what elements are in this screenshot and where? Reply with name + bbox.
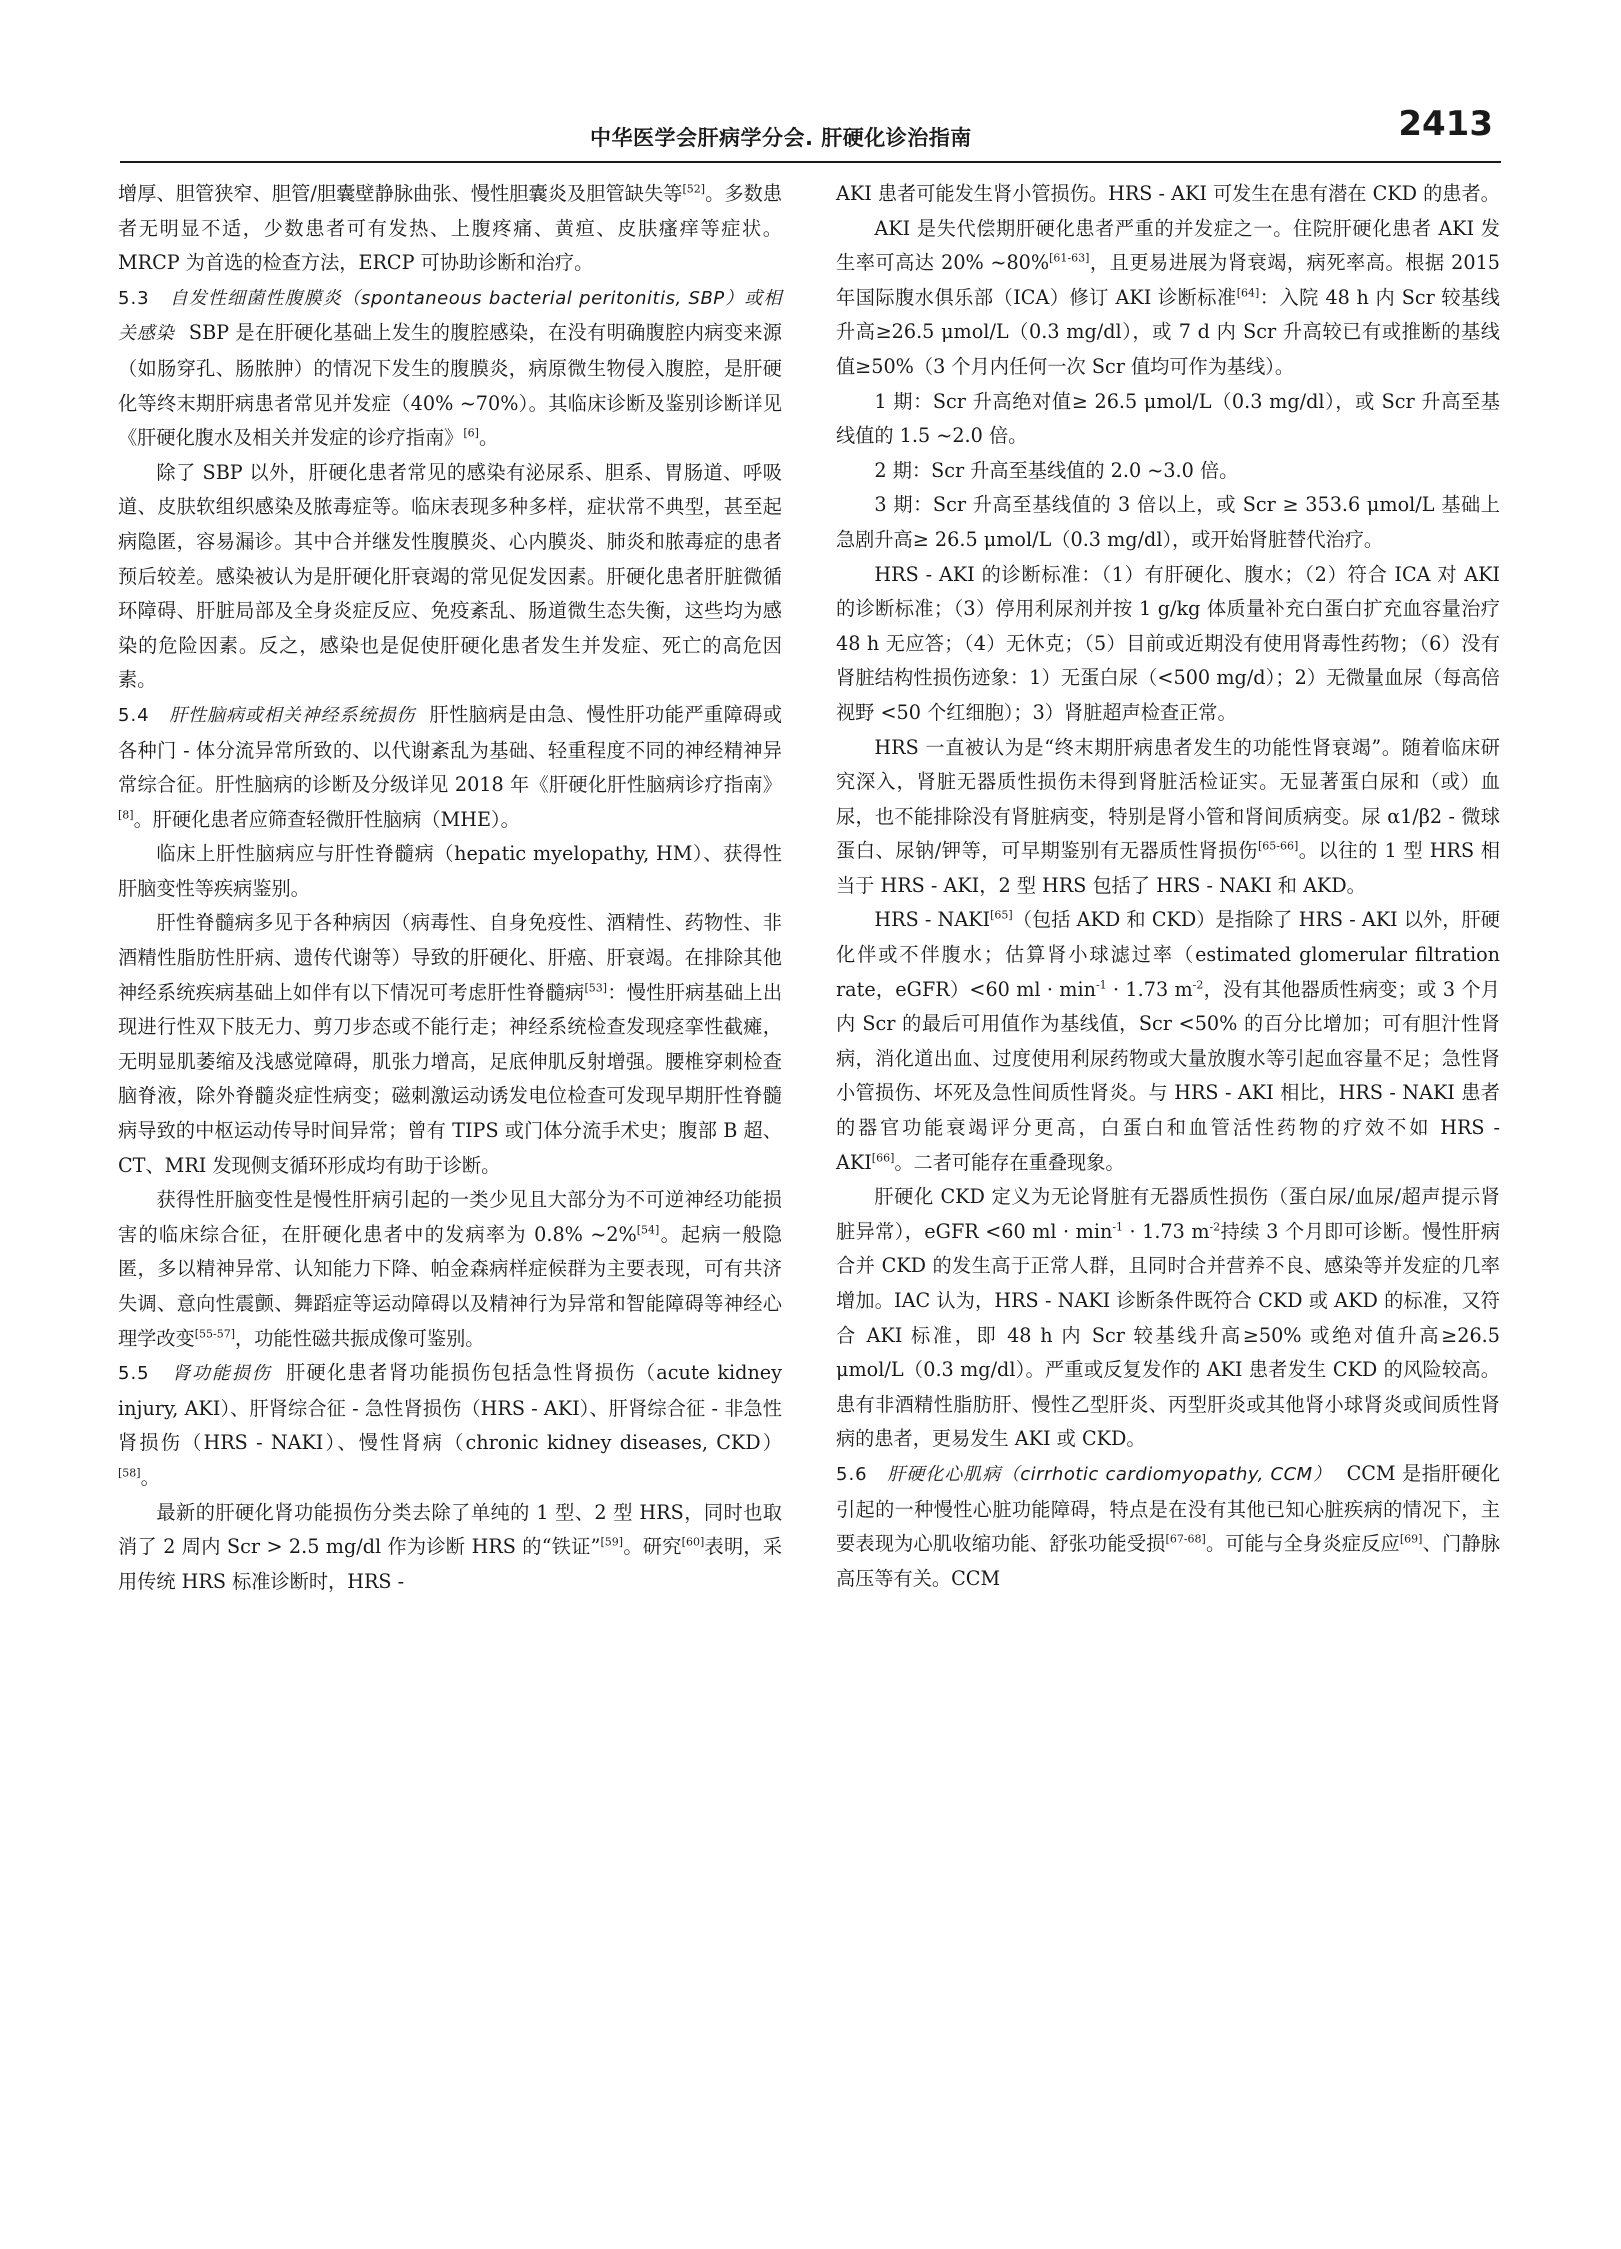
text-run: 。 (140, 1465, 160, 1489)
text-run: · 1.73 m (1123, 1219, 1210, 1243)
paragraph (836, 731, 1500, 904)
citation: [61-63] (1049, 251, 1090, 265)
text-run: 肝硬化 CKD 定义为无论肾脏有无器质性损伤（蛋白尿/血尿/超声提示肾脏异常），eGFR <60 ml · min (836, 1185, 1500, 1243)
citation: [6] (463, 426, 479, 440)
citation: [58] (118, 1466, 141, 1480)
section-heading: 肝性脑病或相关神经系统损伤 (169, 704, 416, 726)
section-number: 5.3 (118, 287, 150, 309)
text-run: 。起病一般隐匿，多以精神异常、认知能力下降、帕金森病样症候群为主要表现，可有共济失调、意向性震颤、舞蹈症等运动障碍以及精神行为异常和智能障碍等神经心理学改变 (118, 1222, 782, 1350)
exponent: -1 (1095, 978, 1107, 992)
paragraph (836, 903, 1500, 1180)
section-5-3 (118, 281, 782, 456)
text-run: 。二者可能存在重叠现象。 (894, 1150, 1125, 1174)
citation: [66] (871, 1151, 895, 1165)
text-run: 。 (478, 426, 499, 450)
citation: [8] (118, 808, 134, 822)
paragraph (118, 1183, 782, 1356)
text-run: CCM 是指肝硬化引起的一种慢性心脏功能障碍，特点是在没有其他已知心脏疾病的情况下，主要表现为心肌收缩功能、舒张功能受损 (836, 1461, 1500, 1556)
paragraph (118, 1496, 782, 1600)
citation: [67-68] (1165, 1532, 1206, 1546)
paragraph: AKI 患者可能发生肾小管损伤。HRS - AKI 可发生在患有潜在 CKD 的患者。 (836, 182, 1500, 205)
citation: [69] (1399, 1532, 1423, 1546)
citation: [60] (681, 1535, 705, 1549)
text-run: 。肝硬化患者应筛查轻微肝性脑病（MHE）。 (133, 807, 520, 831)
section-number: 5.5 (118, 1363, 150, 1385)
text-run: 肝硬化患者肾功能损伤包括急性肾损伤（acute kidney injury, AKI）、肝肾综合征 - 急性肾损伤（HRS - AKI）、肝肾综合征 - 非急性肾损伤（HRS - NAKI）、慢性肾病（chronic kidney diseases, CKD） (118, 1361, 783, 1455)
text-run: 肝性脊髓病多见于各种病因（病毒性、自身免疫性、酒精性、药物性、非酒精性脂肪性肝病、遗传代谢等）导致的肝硬化、肝癌、肝衰竭。在排除其他神经系统疾病基础上如伴有以下情况可考虑肝性脊髓病 (118, 911, 782, 1004)
paragraph: 除了 SBP 以外，肝硬化患者常见的感染有泌尿系、胆系、胃肠道、呼吸道、皮肤软组织感染及脓毒症等。临床表现多种多样，症状常不典型，甚至起病隐匿，容易漏诊。其中合并继发性腹膜炎、心内膜炎、肺炎和脓毒症的患者预后较差。感染被认为是肝硬化肝衰竭的常见促发因素。肝硬化患者肝脏微循环障碍、肝脏局部及全身炎症反应、免疫紊乱、肠道微生态失衡，这些均为感染的危险因素。反之，感染也是促使肝硬化患者发生并发症、死亡的高危因素。 (118, 460, 782, 692)
citation: [54] (636, 1223, 660, 1237)
paragraph (118, 906, 782, 1183)
paragraph: 临床上肝性脑病应与肝性脊髓病（hepatic myelopathy, HM）、获得性肝脑变性等疾病鉴别。 (118, 842, 782, 900)
citation: [55-57] (194, 1327, 236, 1341)
text-run: ，功能性磁共振成像可鉴别。 (235, 1326, 485, 1350)
section-heading: 肝硬化心肌病（cirrhotic cardiomyopathy, CCM） (887, 1463, 1333, 1485)
section-5-4 (118, 698, 782, 837)
text-run: 。研究 (623, 1535, 682, 1559)
exponent: -2 (1209, 1220, 1221, 1234)
text-run: ：慢性肝病基础上出现进行性双下肢无力、剪刀步态或不能行走；神经系统检查发现痉挛性截瘫，无明显肌萎缩及浅感觉障碍，肌张力增高，足底伸肌反射增强。腰椎穿刺检查脑脊液，除外脊髓炎症性病变；磁刺激运动诱发电位检查可发现早期肝性脊髓病导致的中枢运动传导时间异常；曾有 TIPS 或门体分流手术史；腹部 B 超、CT、MRI 发现侧支循环形成均有助于诊断。 (118, 980, 783, 1177)
page-header (120, 104, 1501, 164)
exponent: -2 (1192, 978, 1204, 992)
citation: [64] (1236, 286, 1260, 300)
text-run: 、门静脉高压等有关。CCM (836, 1532, 1501, 1590)
citation: [53] (584, 981, 608, 995)
text-run: 。以往的 1 型 HRS 相当于 HRS - AKI，2 型 HRS 包括了 HRS - NAKI 和 AKD。 (836, 839, 1500, 897)
text-run: HRS - NAKI (874, 908, 991, 932)
exponent: -1 (1112, 1220, 1124, 1234)
text-run: （包括 AKD 和 CKD）是指除了 HRS - AKI 以外，肝硬化伴或不伴腹水；估算肾小球滤过率（estimated glomerular filtration rate，eGFR）<60 ml · min (836, 908, 1500, 1001)
section-5-5 (118, 1356, 782, 1495)
citation: [65] (990, 909, 1013, 923)
citation: [59] (600, 1535, 624, 1549)
section-number: 5.6 (836, 1463, 868, 1485)
section-heading: 肾功能损伤 (172, 1363, 272, 1385)
text-run: ，且更易进展为肾衰竭，病死率高。根据 2015 年国际腹水俱乐部（ICA）修订 AKI 诊断标准 (836, 251, 1500, 309)
text-run: 表明，采用传统 HRS 标准诊断时，HRS - (118, 1535, 783, 1593)
section-heading: 自发性细菌性腹膜炎（spontaneous bacterial peritonitis, SBP）或相关感染 (118, 287, 782, 345)
text-run: 。多数患者无明显不适，少数患者可有发热、上腹疼痛、黄疸、皮肤瘙痒等症状。MRCP 为首选的检查方法，ERCP 可协助诊断和治疗。 (118, 182, 783, 275)
paragraph: HRS - AKI 的诊断标准：（1）有肝硬化、腹水；（2）符合 ICA 对 AKI 的诊断标准；（3）停用利尿剂并按 1 g/kg 体质量补充白蛋白扩充血容量治疗 48 h 无应答；（4）无休克；（5）目前或近期没有使用肾毒性药物；（6）没有肾脏结构性损伤迹象：1）无蛋白尿（<500 mg/d）；2）无微量血尿（每高倍视野 <50 个红细胞）；3）肾脏超声检查正常。 (836, 562, 1500, 724)
stage-2: 2 期：Scr 升高至基线值的 2.0 ~3.0 倍。 (874, 458, 1239, 482)
page-number: 2413 (1398, 104, 1493, 144)
paragraph (118, 177, 782, 281)
text-run: ，没有其他器质性病变；或 3 个月内 Scr 的最后可用值作为基线值，Scr <50% 的百分比增加；可有胆汁性肾病，消化道出血、过度使用利尿药物或大量放腹水等引起血容量不足；急性肾小管损伤、坏死及急性间质性肾炎。与 HRS - AKI 相比，HRS - NAKI 患者的器官功能衰竭评分更高，白蛋白和血管活性药物的疗效不如 HRS - AKI (836, 977, 1500, 1174)
stage-3: 3 期：Scr 升高至基线值的 3 倍以上，或 Scr ≥ 353.6 μmol/L 基础上急剧升高≥ 26.5 μmol/L（0.3 mg/dl），或开始肾脏替代治疗。 (836, 493, 1500, 551)
paragraph (836, 212, 1500, 385)
citation: [52] (682, 182, 706, 196)
text-run: 肝性脑病是由急、慢性肝功能严重障碍或各种门 - 体分流异常所致的、以代谢紊乱为基础、轻重程度不同的神经精神异常综合征。肝性脑病的诊断及分级详见 2018 年《肝硬化肝性脑病诊疗指南》 (118, 702, 783, 797)
section-5-6 (836, 1457, 1500, 1596)
text-run: AKI 是失代偿期肝硬化患者严重的并发症之一。住院肝硬化患者 AKI 发生率可高达 20% ~80% (836, 216, 1500, 275)
text-run: 增厚、胆管狭窄、胆管/胆囊壁静脉曲张、慢性胆囊炎及胆管缺失等 (118, 182, 683, 205)
text-run: · 1.73 m (1106, 977, 1193, 1001)
header-rule (120, 161, 1501, 163)
left-column (118, 177, 782, 1599)
paragraph (836, 1180, 1500, 1457)
stage-1: 1 期：Scr 升高绝对值≥ 26.5 μmol/L（0.3 mg/dl），或 Scr 升高至基线值的 1.5 ~2.0 倍。 (836, 389, 1500, 448)
running-title: 中华医学会肝病学分会. 肝硬化诊治指南 (590, 126, 972, 150)
right-column (836, 177, 1500, 1596)
text-run: 获得性肝脑变性是慢性肝病引起的一类少见且大部分为不可逆神经功能损害的临床综合征，在肝硬化患者中的发病率为 0.8% ~2% (118, 1188, 782, 1246)
text-run: 。可能与全身炎症反应 (1205, 1532, 1400, 1556)
citation: [65-66] (1257, 839, 1299, 853)
text-run: 持续 3 个月即可诊断。慢性肝病合并 CKD 的发生高于正常人群，且同时合并营养不良、感染等并发症的几率增加。IAC 认为，HRS - NAKI 诊断条件既符合 CKD 或 AKD 的标准，又符合 AKI 标准，即 48 h 内 Scr 较基线升高≥50% 或绝对值升高≥26.5 μmol/L（0.3 mg/dl）。严重或反复发作的 AKI 患者发生 CKD 的风险较高。患有非酒精性脂肪肝、慢性乙型肝炎、丙型肝炎或其他肾小球肾炎或间质性肾病的患者，更易发生 AKI 或 CKD。 (836, 1219, 1500, 1451)
section-number: 5.4 (118, 704, 150, 726)
text-run: HRS 一直被认为是“终末期肝病患者发生的功能性肾衰竭”。随着临床研究深入，肾脏无器质性损伤未得到肾脏活检证实。无显著蛋白尿和（或）血尿，也不能排除没有肾脏病变，特别是肾小管和肾间质病变。尿 α1/β2 - 微球蛋白、尿钠/钾等，可早期鉴别有无器质性肾损伤 (836, 735, 1500, 863)
text-run: 最新的肝硬化肾功能损伤分类去除了单纯的 1 型、2 型 HRS，同时也取消了 2 周内 Scr > 2.5 mg/dl 作为诊断 HRS 的“铁证” (118, 1500, 782, 1559)
text-run: ：入院 48 h 内 Scr 较基线升高≥26.5 μmol/L（0.3 mg/dl），或 7 d 内 Scr 升高较已有或推断的基线值≥50%（3 个月内任何一次 Scr 值均可作为基线）。 (836, 285, 1500, 378)
text-run: SBP 是在肝硬化基础上发生的腹腔感染，在没有明确腹腔内病变来源（如肠穿孔、肠脓肿）的情况下发生的腹膜炎，病原微生物侵入腹腔，是肝硬化等终末期肝病患者常见并发症（40% ~70%）。其临床诊断及鉴别诊断详见《肝硬化腹水及相关并发症的诊疗指南》 (118, 321, 782, 450)
